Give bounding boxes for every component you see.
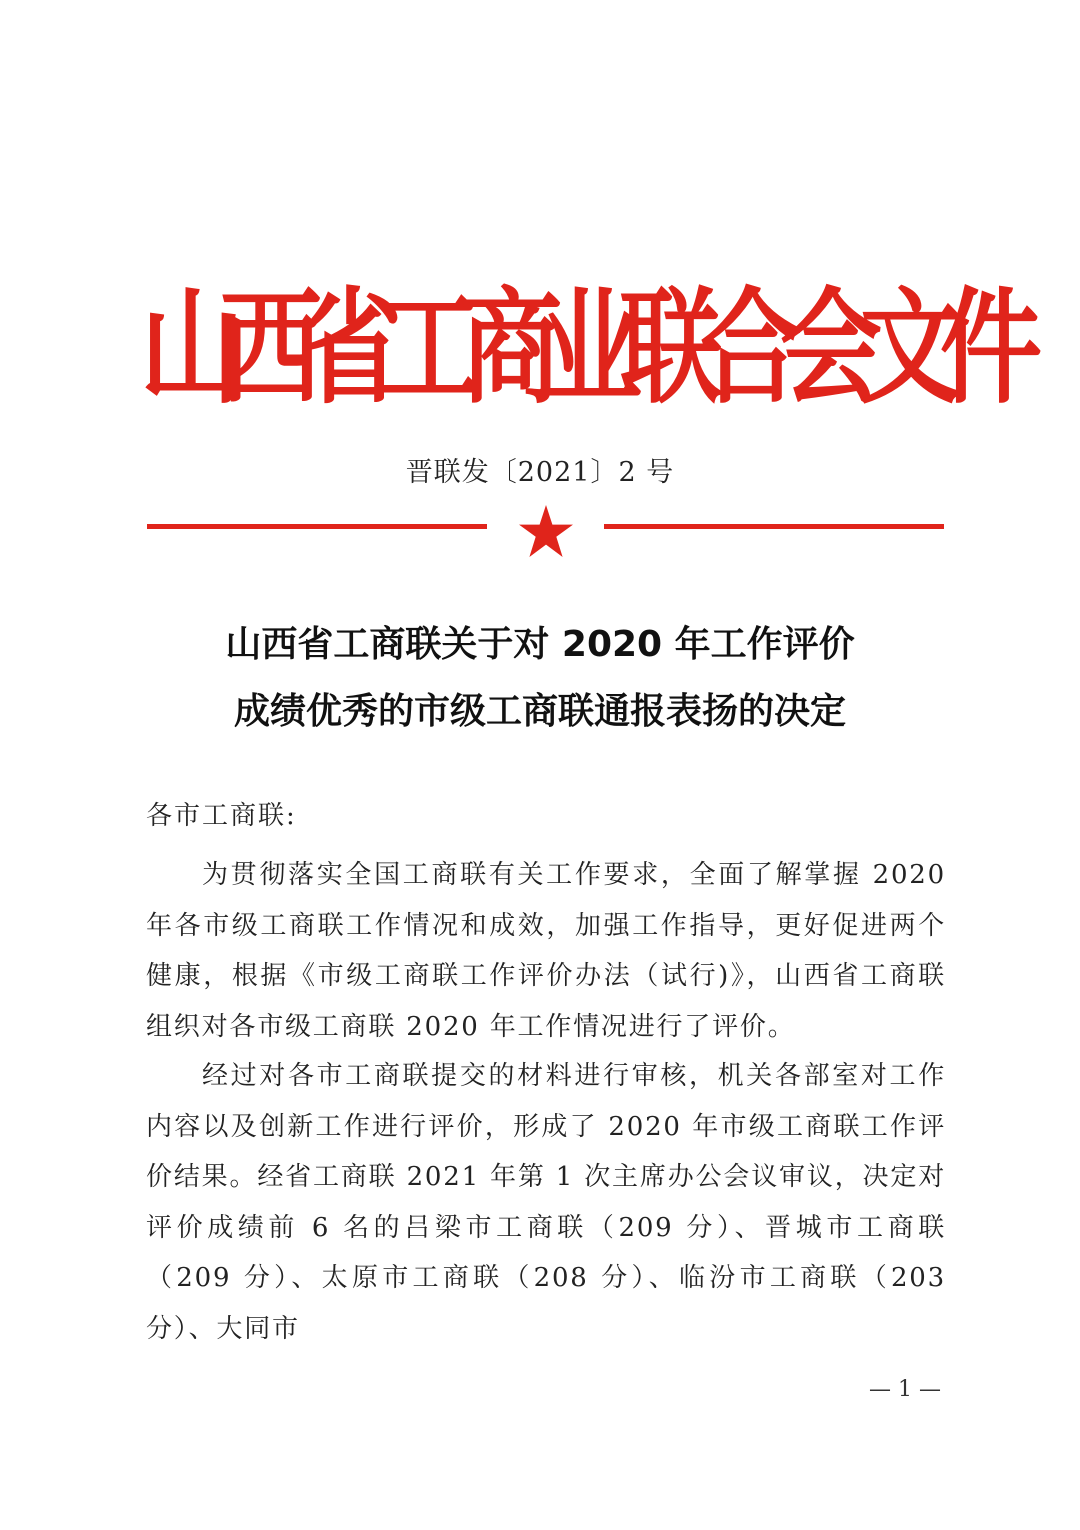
masthead-title: 山西省工商业联合会文件	[140, 276, 1020, 422]
star-icon	[519, 505, 573, 557]
document-title-line-1: 山西省工商联关于对 2020 年工作评价	[225, 624, 855, 665]
document-title-line-2: 成绩优秀的市级工商联通报表扬的决定	[233, 691, 846, 732]
page-number: — 1 —	[869, 1377, 941, 1402]
document-number: 晋联发〔2021〕2 号	[405, 457, 675, 488]
body-paragraph: 经过对各市工商联提交的材料进行审核，机关各部室对工作内容以及创新工作进行评价，形成了 2020 年市级工商联工作评价结果。经省工商联 2021 年第 1 次主席办公会议审议，决定对评价成绩前 6 名的吕梁市工商联（209 分）、晋城市工商联（209 分）、太原市工商联（208 分）、临汾市工商联（203 分）、大同市	[146, 1061, 946, 1344]
red-divider-right	[604, 524, 944, 529]
salutation: 各市工商联:	[146, 801, 297, 831]
red-divider-left	[147, 524, 487, 529]
body-paragraph: 为贯彻落实全国工商联有关工作要求，全面了解掌握 2020 年各市级工商联工作情况和成效，加强工作指导，更好促进两个健康，根据《市级工商联工作评价办法（试行)》，山西省工商联组织对各市级工商联 2020 年工作情况进行了评价。	[146, 860, 946, 1042]
